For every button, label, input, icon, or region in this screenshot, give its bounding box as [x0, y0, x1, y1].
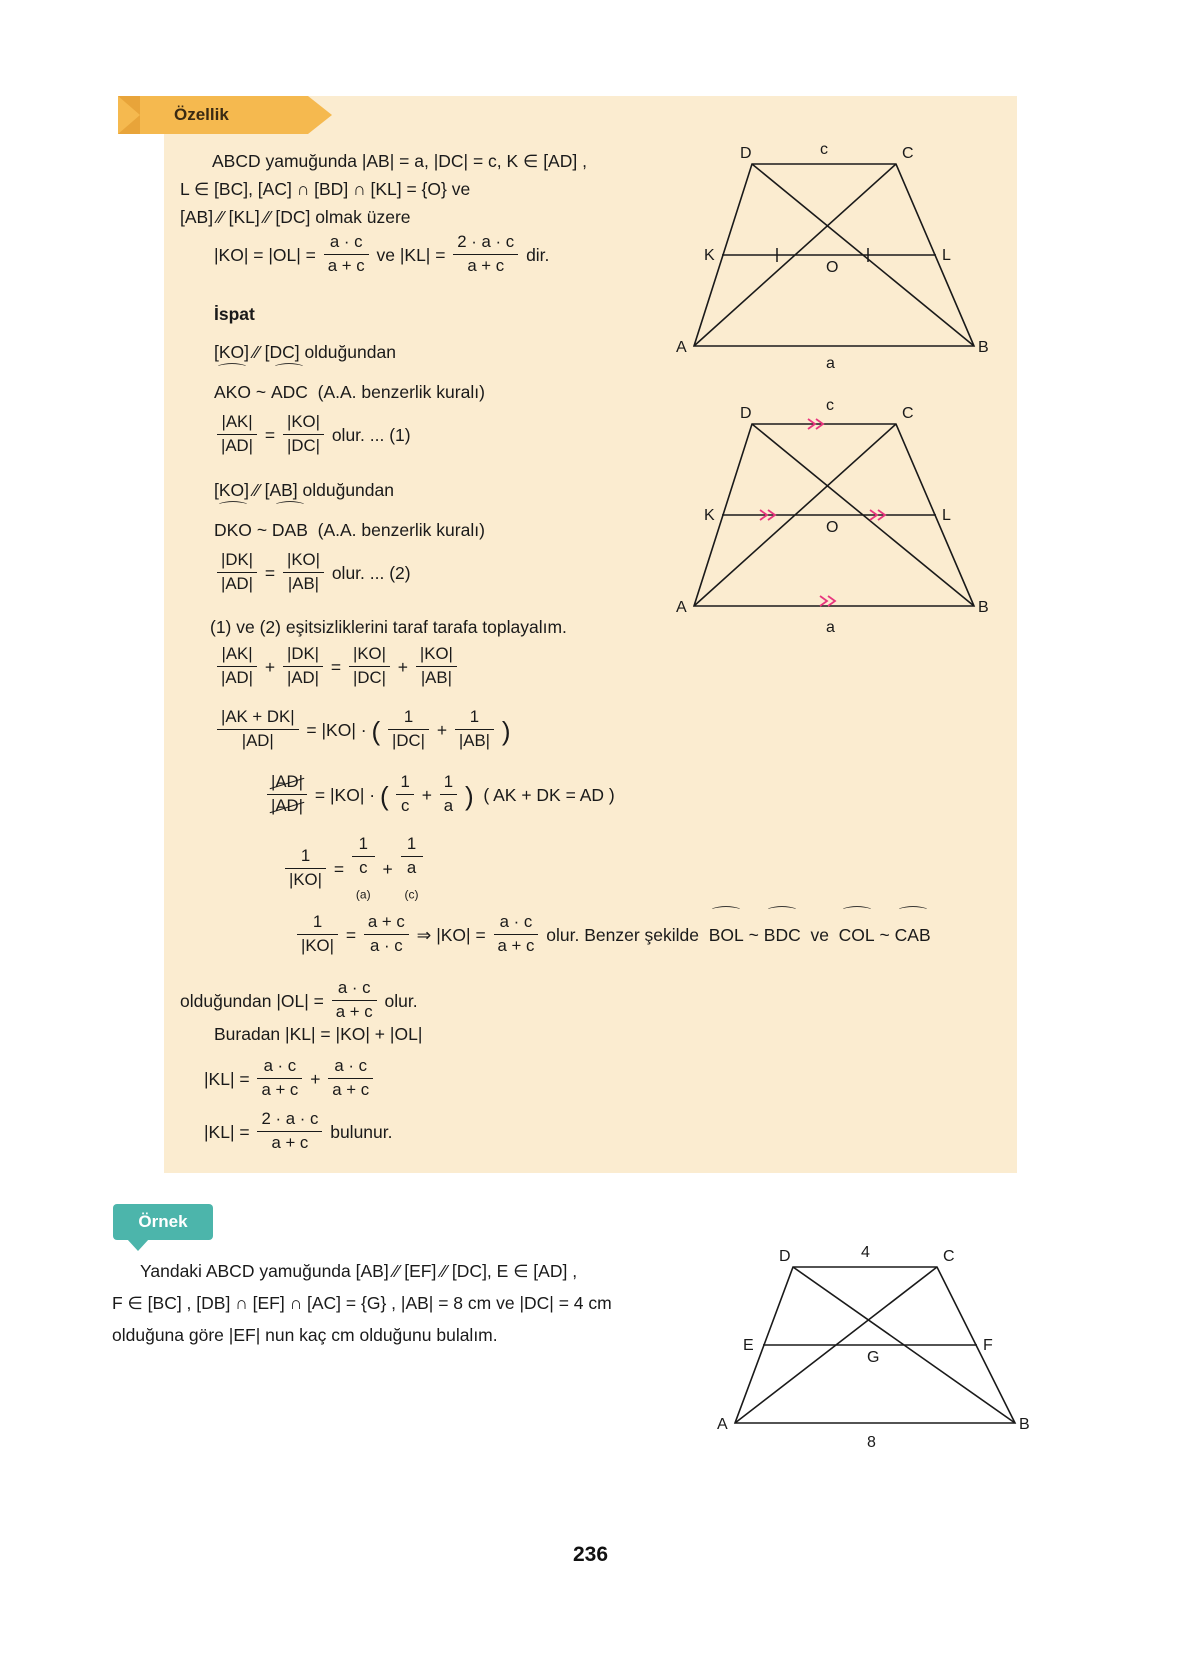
proof-line-12: $\frac{1}{|KO|}$ = $\frac{a + c}{a \cdot c}$ ⇒ |KO| = $\frac{a \cdot c}{a + c}$ olur. Benzer şekilde ⌒ BOL ~ ⌒ BDC ve ⌒ COL ~ ⌒ CAB — [294, 914, 931, 959]
fig2-label-c: C — [902, 405, 914, 422]
example-line-1: Yandaki ABCD yamuğunda [AB] ∕∕ [EF] ∕∕ [DC], E ∈ [AD] , — [140, 1261, 578, 1281]
proof-line-16: |KL| = $\frac{2 \cdot a \cdot c}{a + c}$ bulunur. — [204, 1109, 393, 1153]
abs-ab: AB — [366, 151, 390, 171]
fig1-label-k: K — [704, 247, 715, 264]
ispat-title: İspat — [214, 304, 255, 324]
proof-line-14: Buradan |KL| = |KO| + |OL| — [214, 1024, 423, 1044]
statement-text-d: , — [582, 151, 587, 171]
ex-fig-label-b: B — [1019, 1416, 1030, 1433]
fig1-label-o: O — [826, 259, 839, 276]
statement-text-c: = c, K ∈ — [472, 151, 539, 171]
angle-adc: ⌒ ADC — [271, 377, 308, 405]
proof-line-11: $\frac{1}{|KO|}$ = 1 c $_{(a)}$ + 1 a $_{(c)}$ — [282, 836, 426, 904]
ex-fig-label-bottom: 8 — [867, 1434, 876, 1451]
angle-dab: ⌒ DAB — [272, 515, 308, 543]
olur-2: olur. ... (2) — [331, 563, 411, 584]
ko-abs: KO — [218, 245, 244, 266]
fig2-label-a-bottom: a — [826, 619, 835, 636]
example-line-2: F ∈ [BC] , [DB] ∩ [EF] ∩ [AC] = {G} , |AB| = 8 cm ve |DC| = 4 cm — [112, 1293, 612, 1313]
ex-fig-label-f: F — [983, 1337, 993, 1354]
fig1-label-b: B — [978, 339, 989, 356]
statement-text-a: ABCD yamuğunda — [212, 151, 357, 171]
fig2-label-k: K — [704, 507, 715, 524]
trapezoid-figure-1 — [674, 136, 994, 386]
ak-dk-note: ( AK + DK = AD ) — [483, 785, 615, 806]
statement-line-2: L ∈ [BC], [AC] ∩ [BD] ∩ [KL] = {O} ve — [180, 179, 471, 199]
frac-ac-over-apc: $\frac{a \cdot c}{a + c}$ — [324, 232, 369, 277]
ex-fig-label-d: D — [779, 1248, 791, 1265]
dir-text: dir. — [526, 245, 550, 266]
proof-line-7: (1) ve (2) eşitsizliklerini taraf tarafa toplayalım. — [210, 617, 567, 637]
proof-line-2: ⌒ AKO ~ ⌒ ADC (A.A. benzerlik kuralı) — [214, 377, 485, 405]
ex-fig-label-e: E — [743, 1337, 754, 1354]
ve-text: ve — [376, 245, 395, 266]
fig2-label-l: L — [942, 507, 951, 524]
trapezoid-figure-2 — [674, 396, 994, 646]
frac-ko-dc: $\frac{|KO|}{|DC|}$ — [283, 412, 324, 457]
frac-ak-ad: $\frac{|AK|}{|AD|}$ — [217, 412, 257, 457]
fig1-label-a: A — [676, 339, 687, 356]
statement-formula: |KO| = |OL| = $\frac{a \cdot c}{a + c}$ ve |KL| = $\frac{2 \cdot a \cdot c}{a + c}$ dir. — [214, 232, 550, 276]
proof-line-4: [KO] ∕∕ [AB] olduğundan — [214, 480, 394, 500]
ol-abs: OL — [272, 245, 297, 266]
property-panel — [164, 96, 1017, 1173]
fig2-label-a: A — [676, 599, 687, 616]
fig1-label-l: L — [942, 247, 951, 264]
frac-2ac-over-apc: $\frac{2 \cdot a \cdot c}{a + c}$ — [453, 232, 518, 277]
proof-line-8: $\frac{|AK|}{|AD|}$ + $\frac{|DK|}{|AD|}$ = $\frac{|KO|}{|DC|}$ + $\frac{|KO|}{|AB|}$ — [214, 646, 460, 691]
example-line-3: olduğuna göre |EF| nun kaç cm olduğunu bulalım. — [112, 1325, 498, 1345]
fig2-label-b: B — [978, 599, 989, 616]
abs-dc: DC — [438, 151, 464, 171]
proof-line-6: $\frac{|DK|}{|AD|}$ = $\frac{|KO|}{|AB|}$ olur. ... (2) — [214, 552, 411, 597]
benzerlik-note-1: (A.A. benzerlik kuralı) — [317, 382, 485, 402]
fig2-label-c-top: c — [826, 397, 834, 414]
ex-fig-label-a: A — [717, 1416, 728, 1433]
angle-cab: ⌒ CAB — [895, 920, 931, 948]
angle-ako: ⌒ AKO — [214, 377, 251, 405]
olur-1: olur. ... (1) — [331, 425, 411, 446]
fig1-label-c-top: c — [820, 141, 828, 158]
statement-text-b: = a, — [399, 151, 429, 171]
statement-line-1: ABCD yamuğunda |AB| = a, |DC| = c, K ∈ [AD] , — [212, 151, 587, 171]
fig2-label-d: D — [740, 405, 752, 422]
angle-col: ⌒ COL — [839, 920, 875, 948]
frac-dk-ad: $\frac{|DK|}{|AD|}$ — [217, 550, 257, 595]
proof-line-5: ⌒ DKO ~ ⌒ DAB (A.A. benzerlik kuralı) — [214, 515, 485, 543]
proof-line-13: olduğundan |OL| = $\frac{a \cdot c}{a + c}$ olur. — [180, 978, 418, 1022]
ozellik-ribbon — [118, 96, 308, 134]
ornek-label: Örnek — [138, 1212, 188, 1231]
angle-dko: ⌒ DKO — [214, 515, 252, 543]
ex-fig-label-c: C — [943, 1248, 955, 1265]
bracket-ad: [AD] — [543, 151, 578, 171]
proof-line-10: $\frac{|AD|}{|AD|}$ = |KO| · ( $\frac{1}{c}$ + $\frac{1}{a}$ ) ( AK + DK = AD ) — [264, 774, 615, 819]
kl-abs: KL — [404, 245, 426, 266]
benzerlik-note-2: (A.A. benzerlik kuralı) — [317, 520, 485, 540]
fig1-label-d: D — [740, 145, 752, 162]
ornek-tag — [113, 1204, 213, 1240]
ex-fig-label-g: G — [867, 1349, 880, 1366]
ozellik-label: Özellik — [174, 105, 229, 124]
ex-fig-label-top: 4 — [861, 1245, 870, 1261]
example-trapezoid-figure — [715, 1245, 1035, 1460]
proof-line-3: $\frac{|AK|}{|AD|}$ = $\frac{|KO|}{|DC|}$ olur. ... (1) — [214, 414, 411, 459]
proof-line-1: [KO] ∕∕ [DC] olduğundan — [214, 342, 396, 362]
fig2-label-o: O — [826, 519, 839, 536]
fig1-label-a-bottom: a — [826, 355, 835, 372]
fig1-label-c: C — [902, 145, 914, 162]
statement-line-3: [AB] ∕∕ [KL] ∕∕ [DC] olmak üzere — [180, 207, 411, 227]
proof-line-15: |KL| = $\frac{a \cdot c}{a + c}$ + $\frac{a \cdot c}{a + c}$ — [204, 1058, 376, 1103]
frac-ko-ab: $\frac{|KO|}{|AB|}$ — [283, 550, 324, 595]
angle-bdc: ⌒ BDC — [764, 920, 801, 948]
proof-line-9: $\frac{|AK + DK|}{|AD|}$ = |KO| · ( $\frac{1}{|DC|}$ + $\frac{1}{|AB|}$ ) — [214, 709, 511, 754]
angle-bol: ⌒ BOL — [709, 920, 744, 948]
page-number: 236 — [572, 1543, 609, 1566]
